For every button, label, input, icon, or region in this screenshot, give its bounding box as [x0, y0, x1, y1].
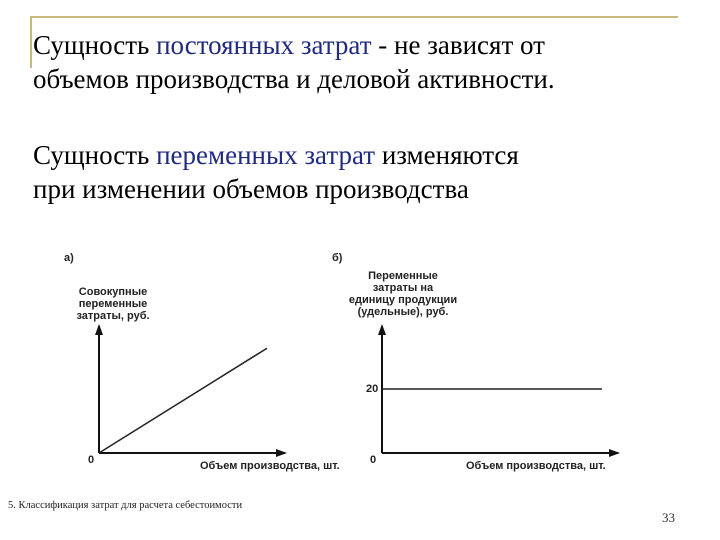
fixed-costs-line2: объемов производства и деловой активности.	[33, 64, 555, 94]
chart-b-y-axis-arrow	[378, 324, 386, 335]
chart-b-x-axis-arrow	[609, 449, 620, 457]
chart-a-x-axis-label: Объем производства, шт.	[200, 460, 340, 472]
variable-costs-line2: при изменении объемов производства	[33, 174, 469, 204]
variable-costs-term: переменных затрат	[156, 140, 376, 170]
chart-b-x-axis-label: Объем производства, шт.	[466, 460, 606, 472]
fixed-costs-rest: - не зависят от	[371, 30, 545, 60]
variable-costs-prefix: Сущность	[33, 140, 157, 170]
footer-text: 5. Классификация затрат для расчета себестоимости	[8, 500, 243, 511]
chart-a-panel-label: а)	[64, 252, 74, 264]
chart-b-origin-label: 0	[370, 454, 377, 466]
chart-b-ytick-20: 20	[366, 383, 379, 395]
fixed-costs-term: постоянных затрат	[156, 30, 372, 60]
variable-costs-rest: изменяются	[375, 140, 519, 170]
chart-a-origin-label: 0	[88, 454, 95, 466]
fixed-costs-prefix: Сущность	[33, 30, 157, 60]
page-number: 33	[662, 510, 675, 525]
chart-a-y-axis-label: Совокупные переменные затраты, руб.	[76, 286, 150, 322]
chart-b-y-axis-label: Переменные затраты на единицу продукции (удельные), руб.	[348, 270, 458, 318]
chart-b-panel-label: б)	[332, 252, 343, 264]
